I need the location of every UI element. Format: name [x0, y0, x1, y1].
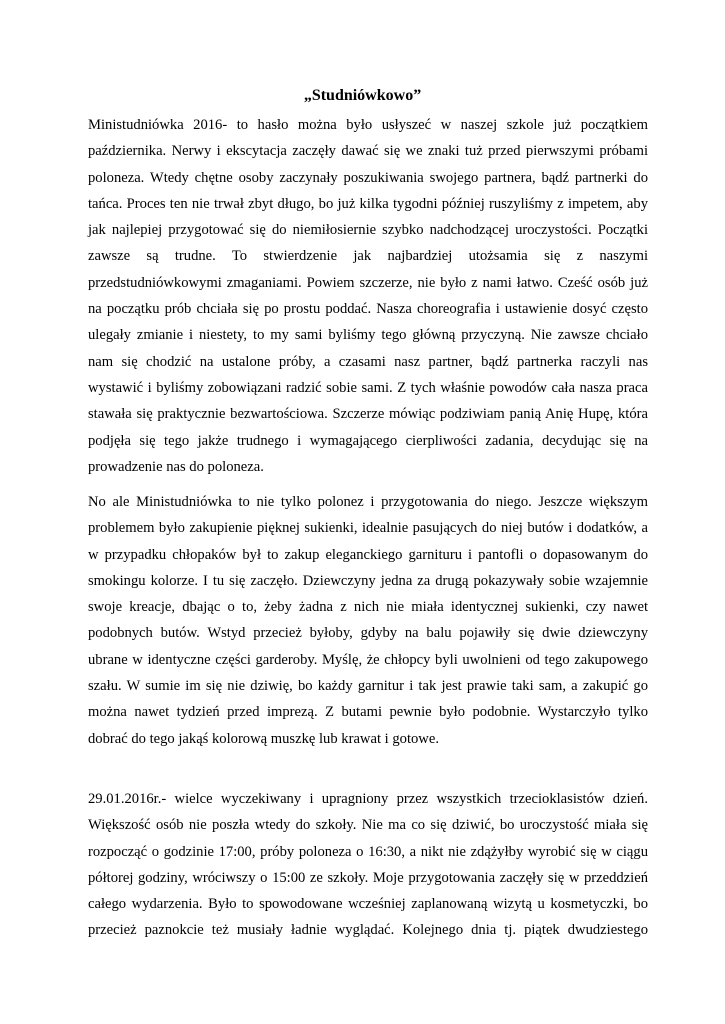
paragraph-line: dobrać do tego jakąś kolorową muszkę lub krawat i gotowe. — [88, 730, 439, 747]
paragraph-line: zawsze są trudne. To stwierdzenie jak najbardziej utożsamia się z naszymi — [88, 248, 648, 265]
paragraph-line: nam się chodzić na ustalone próby, a czasami nasz partner, bądź partnerka raczyli nas — [88, 353, 648, 370]
paragraph-line: całego wydarzenia. Było to spowodowane wcześniej zaplanowaną wizytą u kosmetyczki, bo — [88, 896, 648, 913]
paragraph-line: ubrane w identyczne części garderoby. Myślę, że chłopcy byli uwolnieni od tego zakupowego — [88, 651, 648, 668]
paragraph-line: Ministudniówka 2016- to hasło można było usłyszeć w naszej szkole już początkiem — [88, 117, 648, 133]
paragraph-line: tańca. Proces ten nie trwał zbyt długo, bo już kilka tygodni później ruszyliśmy z impetem, aby — [88, 195, 648, 212]
paragraph-line: problemem było zakupienie pięknej sukienki, idealnie pasujących do niej butów i dodatków, a — [88, 520, 648, 537]
paragraph-line: szału. W sumie im się nie dziwię, bo każdy garnitur i tak jest prawie taki sam, a zakupić go — [88, 678, 648, 695]
paragraph-line: swoje kreacje, dbając o to, żeby żadna z nich nie miała identycznej sukienki, czy nawet — [88, 599, 648, 616]
paragraph-line: Większość osób nie poszła wtedy do szkoły. Nie ma co się dziwić, bo uroczystość miała się — [88, 817, 648, 834]
paragraph-line: października. Nerwy i ekscytacja zaczęły dawać się we znaki tuż przed pierwszymi próbami — [88, 143, 648, 160]
paragraph-line: podobnych butów. Wstyd przecież byłoby, gdyby na balu pojawiły się dwie dziewczyny — [88, 625, 648, 642]
paragraph-3 — [88, 786, 648, 944]
paragraph-line: rozpocząć o godzinie 17:00, próby poloneza o 16:30, a nikt nie zdążyłby wyrobić się w ciągu — [88, 843, 648, 860]
paragraph-line: No ale Ministudniówka to nie tylko polonez i przygotowania do niego. Jeszcze większym — [88, 494, 648, 510]
paragraph-line: w przypadku chłopaków był to zakup eleganckiego garnituru i pantofli o dopasowanym do — [88, 546, 648, 563]
paragraph-line: przedstudniówkowymi zmaganiami. Powiem szczerze, nie było z nami łatwo. Cześć osób już — [88, 274, 648, 291]
paragraph-line: podjęła się tego jakże trudnego i wymagającego cierpliwości zadania, decydując się na — [88, 432, 648, 449]
paragraph-line: na początku prób chciała się po prostu poddać. Nasza choreografia i ustawienie dosyć często — [88, 301, 648, 318]
paragraph-line: smokingu kolorze. I tu się zaczęło. Dziewczyny jedna za drugą pokazywały sobie wzajemnie — [88, 572, 648, 589]
paragraph-line: przecież paznokcie też musiały ładnie wyglądać. Kolejnego dnia tj. piątek dwudziestego — [88, 922, 648, 939]
paragraph-line: stawała się praktycznie bezwartościowa. Szczerze mówiąc podziwiam panią Anię Hupę, która — [88, 406, 648, 423]
paragraph-line: poloneza. Wtedy chętne osoby zaczynały poszukiwania swojego partnera, bądź partnerki do — [88, 169, 648, 186]
paragraph-line: ulegały zmianie i niestety, to my sami byliśmy tego główną przyczyną. Nie zawsze chciało — [88, 327, 648, 344]
paragraph-line: jak najlepiej przygotować się do niemiłosiernie szybko nadchodzącej uroczystości. Początki — [88, 222, 648, 239]
paragraph-line: prowadzenie nas do poloneza. — [88, 458, 264, 475]
document-title: „Studniówkowo” — [303, 87, 422, 104]
paragraph-line: wystawić i byliśmy zobowiązani radzić sobie sami. Z tych właśnie powodów cała nasza praca — [88, 379, 648, 396]
paragraph-line: półtorej godziny, wróciwszy o 15:00 ze szkoły. Moje przygotowania zaczęły się w przeddzień — [88, 869, 648, 886]
paragraph-line: 29.01.2016r.- wielce wyczekiwany i upragniony przez wszystkich trzecioklasistów dzień. — [88, 791, 648, 807]
paragraph-line: można nawet tydzień przed imprezą. Z butami pewnie było podobnie. Wystarczyło tylko — [88, 704, 648, 721]
paragraph-1 — [88, 112, 648, 480]
paragraph-2 — [88, 489, 648, 752]
